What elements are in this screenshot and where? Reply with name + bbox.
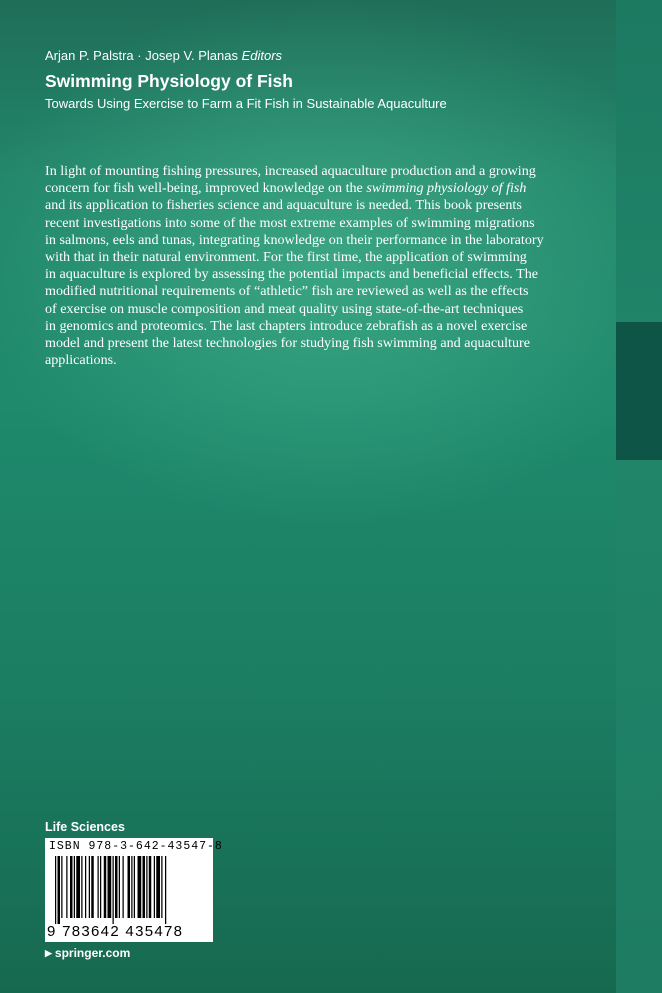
isbn-barcode [45, 838, 223, 942]
book-subtitle: Towards Using Exercise to Farm a Fit Fish in Sustainable Aquaculture [45, 96, 447, 111]
barcode-bar [156, 856, 160, 918]
barcode-bar [131, 856, 132, 918]
barcode-bar [165, 856, 166, 924]
isbn-label: ISBN 978-3-642-43547-8 [49, 840, 223, 853]
editors-role: Editors [241, 48, 283, 63]
publisher-link[interactable] [45, 946, 130, 961]
description-line: recent investigations into some of the most extreme examples of swimming migrations [45, 214, 535, 231]
description-line: and its application to fisheries science and aquaculture is needed. This book presents [45, 197, 522, 214]
ean-digits: 9 783642 435478 [47, 923, 184, 940]
barcode-bar [146, 856, 147, 918]
barcode-bar [100, 856, 101, 918]
subject-category: Life Sciences [45, 820, 125, 834]
barcode-bar [81, 856, 82, 918]
barcode-bar [85, 856, 86, 918]
description-line: with that in their natural environment. For the first time, the application of swimming [45, 249, 527, 266]
description-text: concern for fish well-being, improved knowledge on the [45, 180, 367, 197]
book-description [45, 163, 565, 369]
barcode-bar [134, 856, 135, 918]
barcode-bar [98, 856, 99, 918]
barcode-bar [154, 856, 155, 918]
editors-line [45, 48, 282, 64]
barcode-bar [115, 856, 118, 918]
barcode-bar [61, 856, 62, 918]
description-line: In light of mounting fishing pressures, increased aquaculture production and a growing [45, 163, 536, 179]
description-line: in aquaculture is explored by assessing the potential impacts and beneficial effects. The [45, 266, 538, 283]
barcode-bar [70, 856, 73, 918]
barcode-bar [161, 856, 162, 918]
description-line: applications. [45, 352, 117, 369]
barcode-bar [108, 856, 112, 918]
barcode-bar [58, 856, 61, 924]
barcode-bar [113, 856, 114, 924]
barcode-bar [76, 856, 80, 918]
description-emphasis: swimming physiology of fish [366, 180, 527, 197]
barcode-bar [143, 856, 146, 918]
barcode-bar [123, 856, 124, 918]
barcode-bar [91, 856, 94, 918]
description-line: in genomics and proteomics. The last chapters introduce zebrafish as a novel exercise [45, 317, 528, 334]
book-title: Swimming Physiology of Fish [45, 71, 293, 91]
barcode-bar [74, 856, 75, 918]
barcode-bar [119, 856, 120, 918]
barcode-bar [138, 856, 142, 918]
editors-names: Arjan P. Palstra · Josep V. Planas [45, 48, 238, 63]
barcode-bar [66, 856, 67, 918]
description-line [45, 180, 565, 197]
barcode-bars [55, 856, 205, 924]
spine-edge-block [616, 322, 662, 460]
barcode-bar [149, 856, 152, 918]
barcode-bar [55, 856, 56, 924]
description-line: in salmons, eels and tunas, integrating knowledge on their performance in the laboratory [45, 231, 544, 248]
barcode-bar [89, 856, 90, 918]
spine-edge-band [616, 0, 662, 993]
barcode-bar [104, 856, 107, 918]
description-line: model and present the latest technologies for studying fish swimming and aquaculture [45, 335, 530, 352]
description-line: modified nutritional requirements of “athletic” fish are reviewed as well as the effects [45, 283, 529, 300]
barcode-bar [128, 856, 131, 918]
description-line: of exercise on muscle composition and meat quality using state-of-the-art techniques [45, 300, 524, 317]
publisher-url: springer.com [54, 946, 131, 960]
arrow-right-icon: ▶ [45, 948, 52, 958]
